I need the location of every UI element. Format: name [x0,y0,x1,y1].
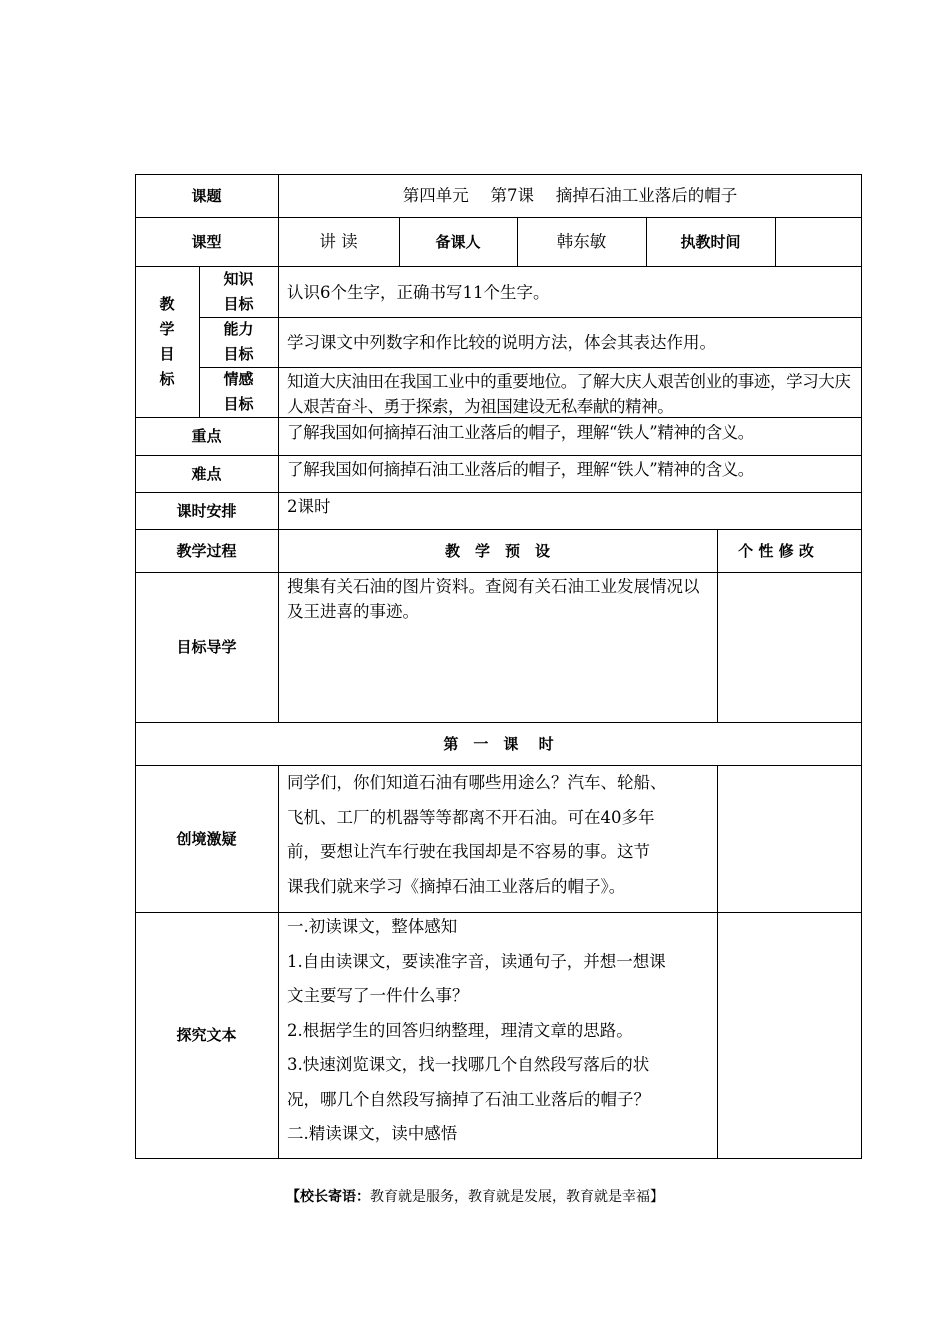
motto-text: 教育就是服务，教育就是发展，教育就是幸福】 [370,1189,664,1205]
goal-guide-text: 搜集有关石油的图片资料。查阅有关石油工业发展情况以及王进喜的事迹。 [287,577,700,621]
explore-label: 探究文本 [176,1026,237,1044]
topic-value: 第四单元 第7课 摘掉石油工业落后的帽子 [402,185,738,205]
goal-guide-label: 目标导学 [176,638,237,656]
explore-text [287,910,717,1152]
scenario-label: 创境激疑 [176,829,237,848]
explore-line: 2.根据学生的回答归纳整理，理清文章的思路。 [287,1020,633,1040]
teach-time-value [775,217,862,266]
design-header-label: 教 学 预 设 [444,541,550,560]
key-point-label: 重点 [191,427,222,445]
type-label: 课型 [191,232,222,251]
explore-line: 1.自由读课文，要读准字音，读通句子，并想一想课 [287,951,666,971]
objectives-char-4: 标 [159,369,175,388]
schedule-label: 课时安排 [176,501,237,520]
objectives-char-3: 目 [159,344,175,363]
difficulty-text: 了解我国如何摘掉石油工业落后的帽子，理解“铁人”精神的含义。 [287,460,754,479]
explore-line: 一.初读课文，整体感知 [287,917,458,936]
topic-label: 课题 [191,186,222,205]
scenario-line: 飞机、工厂的机器等等都离不开石油。可在40多年 [287,807,655,827]
emotion-goal-text: 知道大庆油田在我国工业中的重要地位。了解大庆人艰苦创业的事迹，学习大庆人艰苦奋斗、勇于探索，为祖国建设无私奉献的精神。 [287,372,851,416]
scenario-line: 同学们，你们知道石油有哪些用途么？汽车、轮船、 [287,773,667,792]
personal-header-label: 个 性 修 改 [738,541,814,560]
ability-goal-text: 学习课文中列数字和作比较的说明方法，体会其表达作用。 [287,333,716,352]
teach-time-label: 执教时间 [680,232,741,251]
knowledge-goal-label: 知识 目标 [223,269,254,313]
emotion-goal-label: 情感 目标 [223,370,254,413]
ability-goal-label: 能力 目标 [223,320,254,363]
motto-label: 【校长寄语： [286,1189,370,1205]
knowledge-goal-text: 认识6个生字，正确书写11个生字。 [287,283,550,302]
scenario-text [287,766,717,904]
explore-line: 文主要写了一件什么事？ [287,986,469,1005]
explore-line: 二.精读课文，读中感悟 [287,1124,458,1143]
principal-motto [0,1186,950,1206]
key-point-text: 了解我国如何摘掉石油工业落后的帽子，理解“铁人”精神的含义。 [287,423,754,442]
scenario-line: 前，要想让汽车行驶在我国却是不容易的事。这节 [287,842,650,861]
objectives-char-2: 学 [159,319,175,338]
type-value: 讲 读 [319,231,358,251]
scenario-line: 课我们就来学习《摘掉石油工业落后的帽子》。 [287,876,626,896]
difficulty-label: 难点 [191,464,222,483]
explore-line: 况，哪几个自然段写摘掉了石油工业落后的帽子？ [287,1089,650,1109]
preparer-value: 韩东敏 [556,231,607,251]
first-lesson-title: 第 一 课 时 [443,734,554,753]
process-header-label: 教学过程 [176,541,237,560]
objectives-group-label [135,266,199,417]
objectives-char-1: 教 [159,294,175,313]
explore-line: 3.快速浏览课文，找一找哪几个自然段写落后的状 [287,1055,650,1074]
preparer-label: 备课人 [435,232,481,251]
schedule-text: 2课时 [287,497,331,516]
